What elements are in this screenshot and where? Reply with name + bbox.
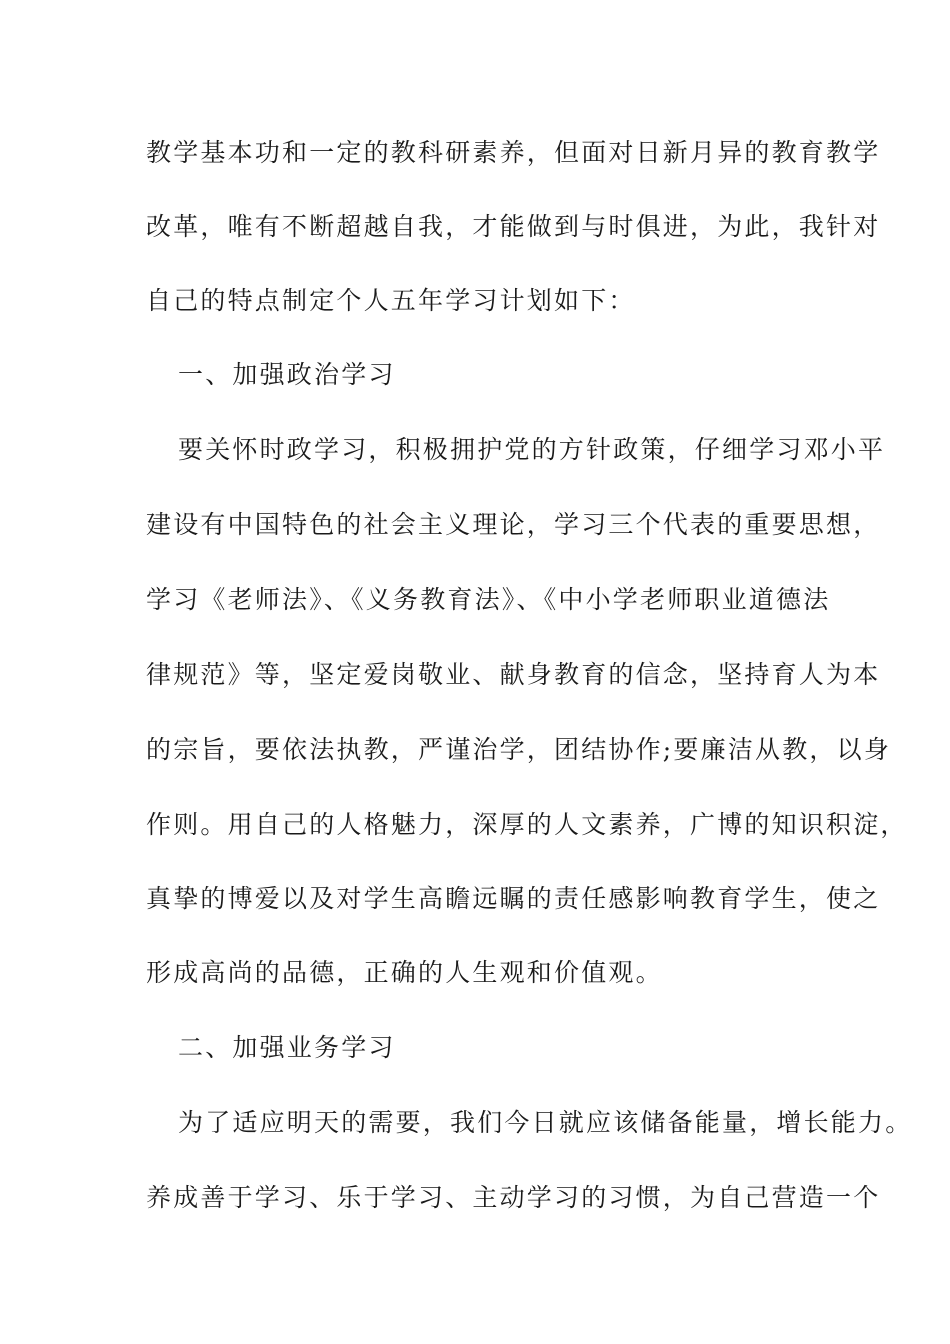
- paragraph-line: 作则。用自己的人格魅力，深厚的人文素养，广博的知识积淀，: [146, 810, 908, 839]
- paragraph-line: 改革，唯有不断超越自我，才能做到与时俱进，为此，我针对: [146, 212, 881, 241]
- paragraph-line: 形成高尚的品德，正确的人生观和价值观。: [146, 958, 663, 987]
- paragraph-line: 养成善于学习、乐于学习、主动学习的习惯，为自己营造一个: [146, 1183, 881, 1212]
- paragraph-line: 律规范》等，坚定爱岗敬业、献身教育的信念，坚持育人为本: [146, 660, 881, 689]
- paragraph-line: 教学基本功和一定的教科研素养，但面对日新月异的教育教学: [146, 138, 881, 167]
- paragraph-line: 真挚的博爱以及对学生高瞻远瞩的责任感影响教育学生，使之: [146, 884, 881, 913]
- paragraph-line: 要关怀时政学习，积极拥护党的方针政策，仔细学习邓小平: [178, 435, 886, 464]
- paragraph-line: 建设有中国特色的社会主义理论，学习三个代表的重要思想，: [146, 510, 881, 539]
- paragraph-line: 为了适应明天的需要，我们今日就应该储备能量，增长能力。: [178, 1108, 913, 1137]
- paragraph-line: 自己的特点制定个人五年学习计划如下：: [146, 286, 636, 315]
- section-heading: 一、加强政治学习: [178, 360, 396, 389]
- section-heading: 二、加强业务学习: [178, 1033, 396, 1062]
- paragraph-line: 的宗旨，要依法执教，严谨治学，团结协作;要廉洁从教，以身: [146, 735, 892, 764]
- paragraph-line: 学习《老师法》、《义务教育法》、《中小学老师职业道德法: [146, 585, 831, 614]
